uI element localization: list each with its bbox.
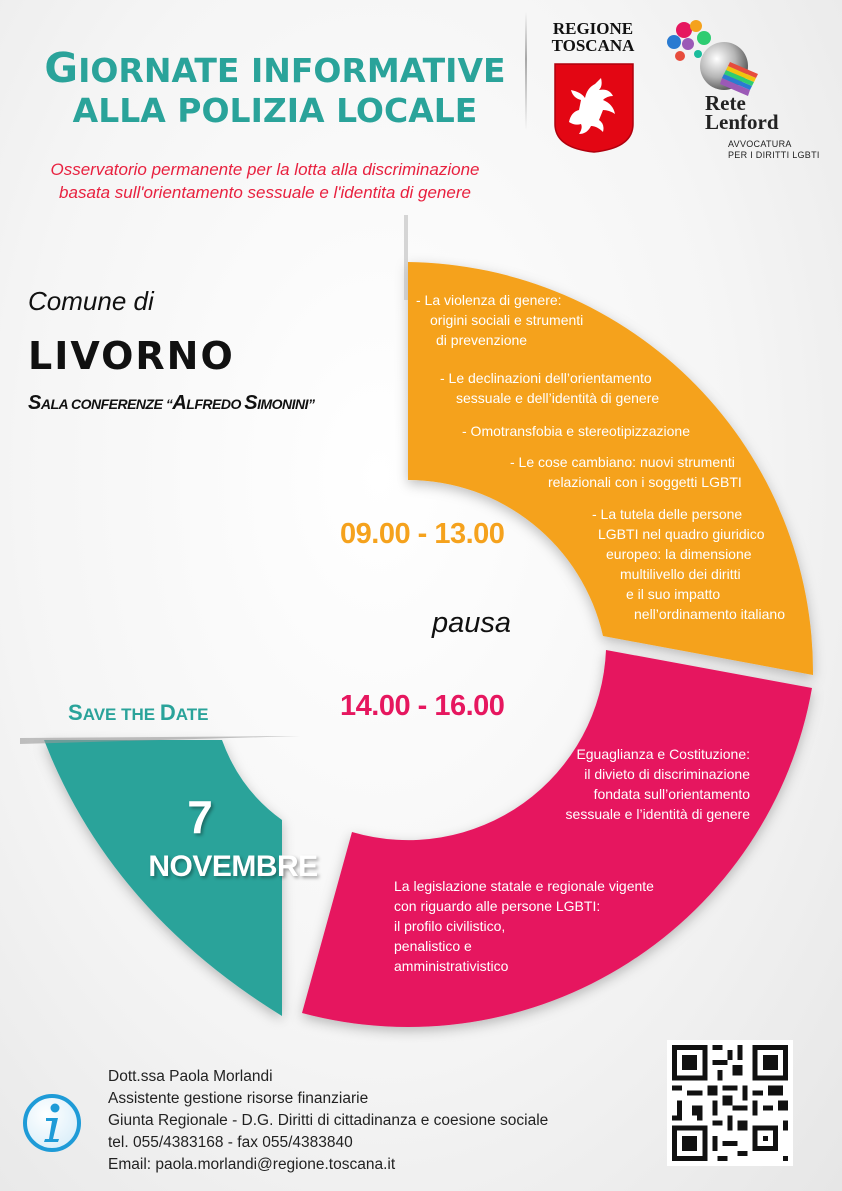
event-day: 7 xyxy=(187,791,213,843)
save-part2: ATE xyxy=(175,705,209,724)
topic-1-line3: di prevenzione xyxy=(436,332,528,348)
city-name: LIVORNO xyxy=(28,334,235,378)
morning-time: 09.00 - 13.00 xyxy=(340,518,505,550)
sala-part2: LFREDO xyxy=(186,396,245,412)
topic-7-line4: penalistico e xyxy=(394,938,472,954)
topic-6-line2: il divieto di discriminazione xyxy=(584,766,750,782)
topic-5-line4: multilivello dei diritti xyxy=(620,566,741,582)
topic-2 xyxy=(440,368,659,408)
contact-block xyxy=(108,1066,548,1176)
topic-4-line2: relazionali con i soggetti LGBTI xyxy=(548,474,742,490)
regione-line1: REGIONE xyxy=(552,19,634,38)
topic-3 xyxy=(462,421,690,441)
sala-cap2: A xyxy=(172,392,187,414)
contact-phone: tel. 055/4383168 - fax 055/4383840 xyxy=(108,1134,353,1151)
topic-1-line2: origini sociali e strumenti xyxy=(430,312,584,328)
qr-code-icon[interactable] xyxy=(667,1040,793,1166)
sala-part1: ALA CONFERENZE “ xyxy=(40,396,173,412)
top-divider-flare xyxy=(404,215,408,300)
sala-cap3: S xyxy=(244,392,258,414)
topic-2-line1: - Le declinazioni dell’orientamento xyxy=(440,370,652,386)
topic-7-line2: con riguardo alle persone LGBTI: xyxy=(394,898,601,914)
regione-line2: TOSCANA xyxy=(551,36,635,55)
title-line2: ALLA POLIZIA LOCALE xyxy=(72,91,478,130)
topic-6-line4: sessuale e l’identità di genere xyxy=(565,806,750,822)
pause-label: pausa xyxy=(432,607,512,639)
topic-5-line3: europeo: la dimensione xyxy=(606,546,752,562)
save-the-date xyxy=(68,700,208,726)
topic-6-line1: Eguaglianza e Costituzione: xyxy=(576,746,750,762)
topic-4-line1: - Le cose cambiano: nuovi strumenti xyxy=(510,454,735,470)
lenford-sub2: PER I DIRITTI LGBTI xyxy=(728,150,820,160)
contact-office: Giunta Regionale - D.G. Diritti di cittadinanza e coesione sociale xyxy=(108,1112,549,1129)
contact-email[interactable]: Email: paola.morlandi@regione.toscana.it xyxy=(108,1156,396,1173)
save-cap2: D xyxy=(159,700,176,725)
topic-1-line1: - La violenza di genere: xyxy=(416,292,562,308)
topic-7-line5: amministrativistico xyxy=(394,958,509,974)
save-cap1: S xyxy=(68,700,83,725)
topic-4 xyxy=(510,452,742,492)
topic-6 xyxy=(558,744,750,824)
lenford-line1: Rete xyxy=(705,91,746,115)
contact-role: Assistente gestione risorse finanziarie xyxy=(108,1090,369,1107)
topic-3-line1: - Omotransfobia e stereotipizzazione xyxy=(462,423,690,439)
topic-6-line3: fondata sull’orientamento xyxy=(593,786,750,802)
topic-2-line2: sessuale e dell’identità di genere xyxy=(456,390,660,406)
topic-7-line1: La legislazione statale e regionale vigente xyxy=(394,878,654,894)
comune-label: Comune di xyxy=(28,286,154,316)
title-line1: IORNATE INFORMATIVE xyxy=(78,51,506,90)
sala-cap: S xyxy=(28,392,41,414)
event-month: NOVEMBRE xyxy=(148,850,318,883)
topic-1 xyxy=(416,290,583,350)
save-part1: AVE THE xyxy=(82,705,160,724)
subtitle-line2: basata sull'orientamento sessuale e l'identita di genere xyxy=(59,183,471,202)
topic-5 xyxy=(592,504,785,624)
topic-5-line6: nell’ordinamento italiano xyxy=(634,606,785,622)
topic-5-line2: LGBTI nel quadro giuridico xyxy=(598,526,765,542)
lenford-line2: Lenford xyxy=(705,110,779,134)
topic-7-line3: il profilo civilistico, xyxy=(394,918,506,934)
lenford-sub1: AVVOCATURA xyxy=(728,139,792,149)
contact-name: Dott.ssa Paola Morlandi xyxy=(108,1068,273,1085)
subtitle-line1: Osservatorio permanente per la lotta alla discriminazione xyxy=(50,160,480,179)
sala-part3: IMONINI” xyxy=(257,396,315,412)
info-icon xyxy=(22,1093,82,1153)
topic-5-line5: e il suo impatto xyxy=(626,586,721,602)
topic-7 xyxy=(394,876,654,976)
afternoon-time: 14.00 - 16.00 xyxy=(340,690,505,722)
title-initial: G xyxy=(44,44,79,92)
topic-5-line1: - La tutela delle persone xyxy=(592,506,743,522)
